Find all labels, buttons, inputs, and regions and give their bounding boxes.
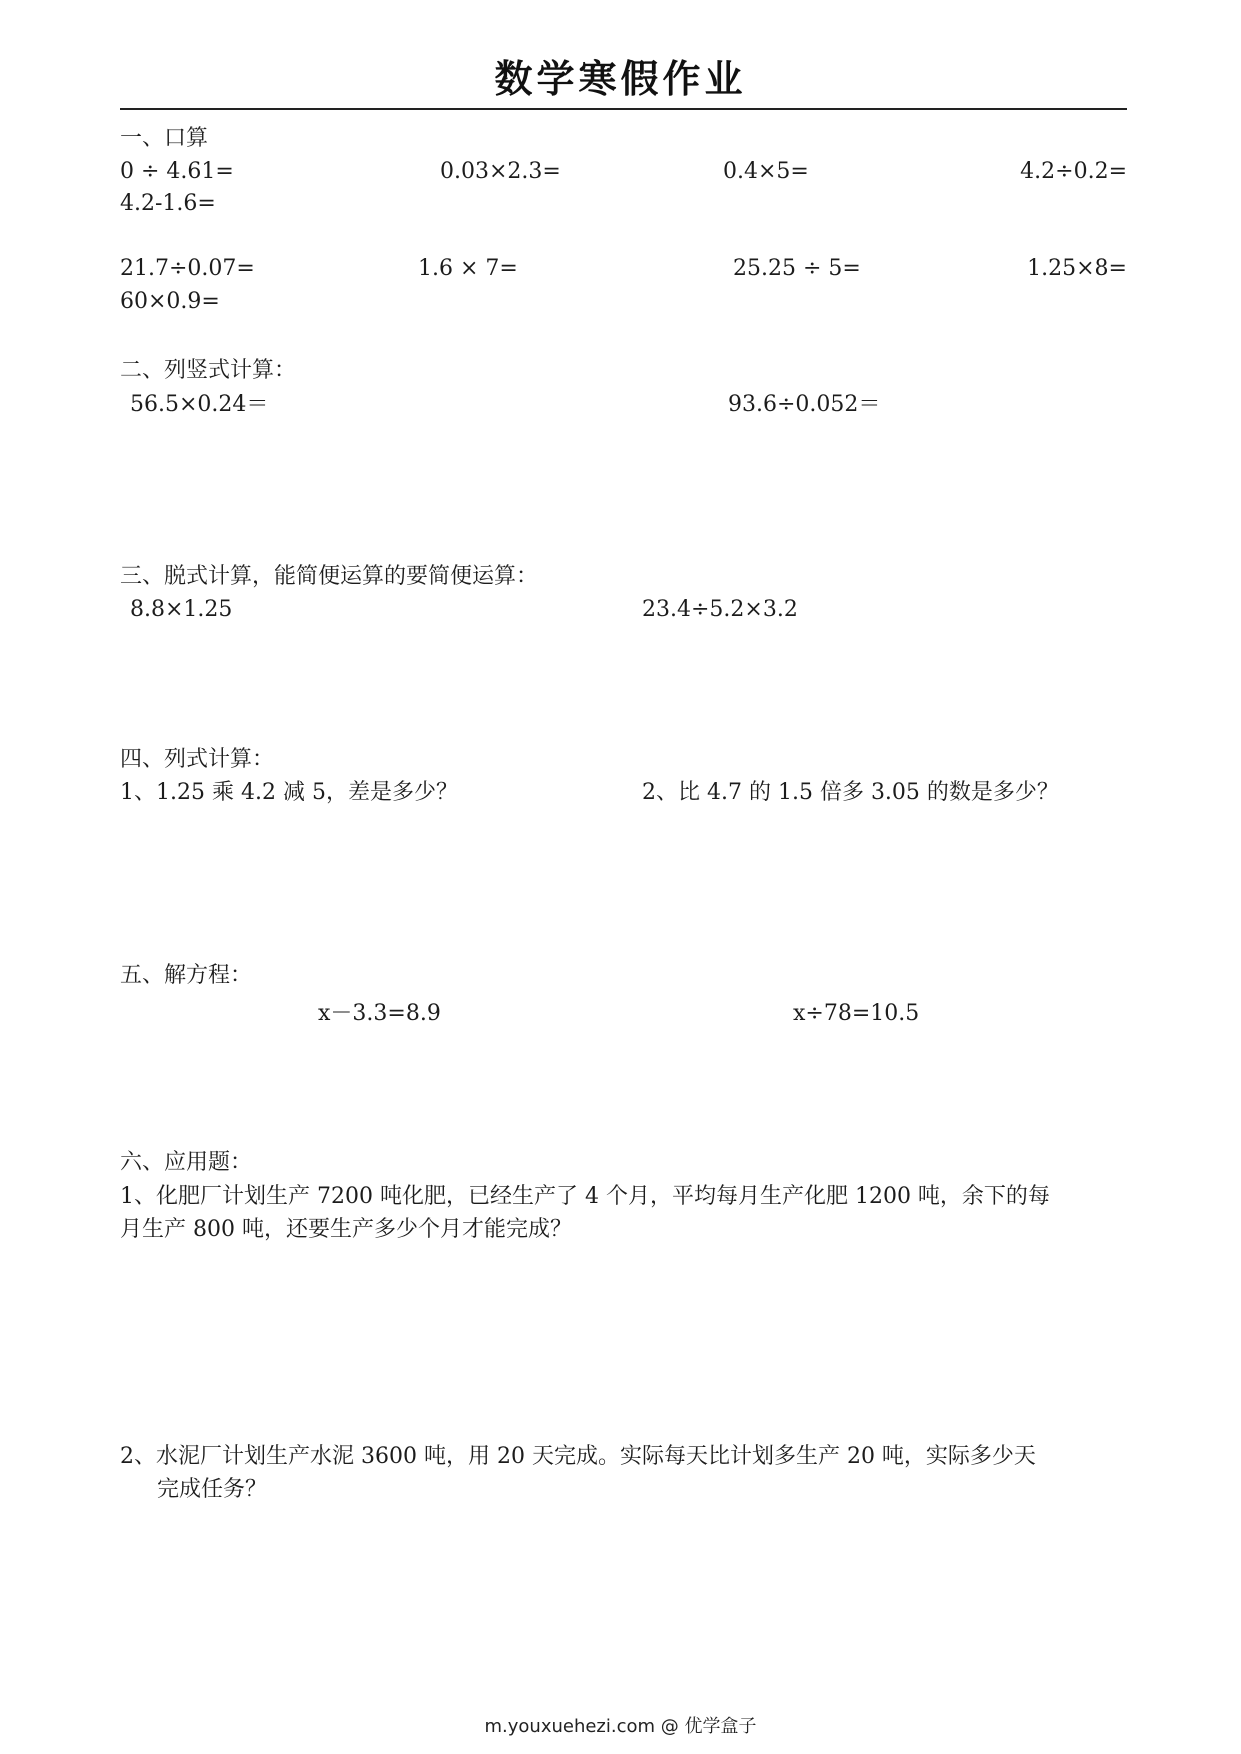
word-problem-1: 1、化肥厂计划生产 7200 吨化肥，已经生产了 4 个月，平均每月生产化肥 1200 吨，余下的每 [120, 1184, 1050, 1209]
mental-math-item: 0 ÷ 4.61= [120, 159, 234, 184]
page-title: 数学寒假作业 [494, 57, 747, 101]
equation-item: x÷78=10.5 [793, 1001, 920, 1026]
equation-item: x－3.3=8.9 [318, 1001, 441, 1026]
title-divider [120, 108, 1127, 110]
stepwise-calc-item: 8.8×1.25 [130, 597, 233, 622]
mental-math-item: 25.25 ÷ 5= [733, 256, 861, 281]
section-6-heading: 六、应用题： [120, 1150, 253, 1175]
mental-math-item: 0.4×5= [723, 159, 809, 184]
word-problem-2: 2、水泥厂计划生产水泥 3600 吨，用 20 天完成。实际每天比计划多生产 20 吨，实际多少天 [120, 1444, 1036, 1469]
section-4-heading: 四、列式计算： [120, 747, 275, 772]
mental-math-item: 0.03×2.3= [440, 159, 561, 184]
word-problem-2-continued: 完成任务？ [157, 1477, 268, 1502]
footer-watermark: m.youxuehezi.com @ 优学盒子 [484, 1716, 757, 1737]
mental-math-item: 1.25×8= [1027, 256, 1127, 281]
vertical-calc-item: 93.6÷0.052＝ [728, 392, 881, 417]
word-problem-1-continued: 月生产 800 吨，还要生产多少个月才能完成？ [120, 1217, 572, 1242]
stepwise-calc-item: 23.4÷5.2×3.2 [642, 597, 798, 622]
mental-math-item: 60×0.9= [120, 289, 220, 314]
word-calc-item: 2、比 4.7 的 1.5 倍多 3.05 的数是多少？ [642, 780, 1059, 805]
section-5-heading: 五、解方程： [120, 963, 253, 988]
mental-math-item: 4.2÷0.2= [1020, 159, 1127, 184]
section-2-heading: 二、列竖式计算： [120, 358, 297, 383]
vertical-calc-item: 56.5×0.24＝ [130, 392, 269, 417]
section-3-heading: 三、脱式计算，能简便运算的要简便运算： [120, 564, 539, 589]
word-calc-item: 1、1.25 乘 4.2 减 5，差是多少？ [120, 780, 458, 805]
mental-math-item: 21.7÷0.07= [120, 256, 255, 281]
mental-math-item: 4.2-1.6= [120, 191, 216, 216]
section-1-heading: 一、口算 [120, 126, 209, 151]
mental-math-item: 1.6 × 7= [418, 256, 518, 281]
